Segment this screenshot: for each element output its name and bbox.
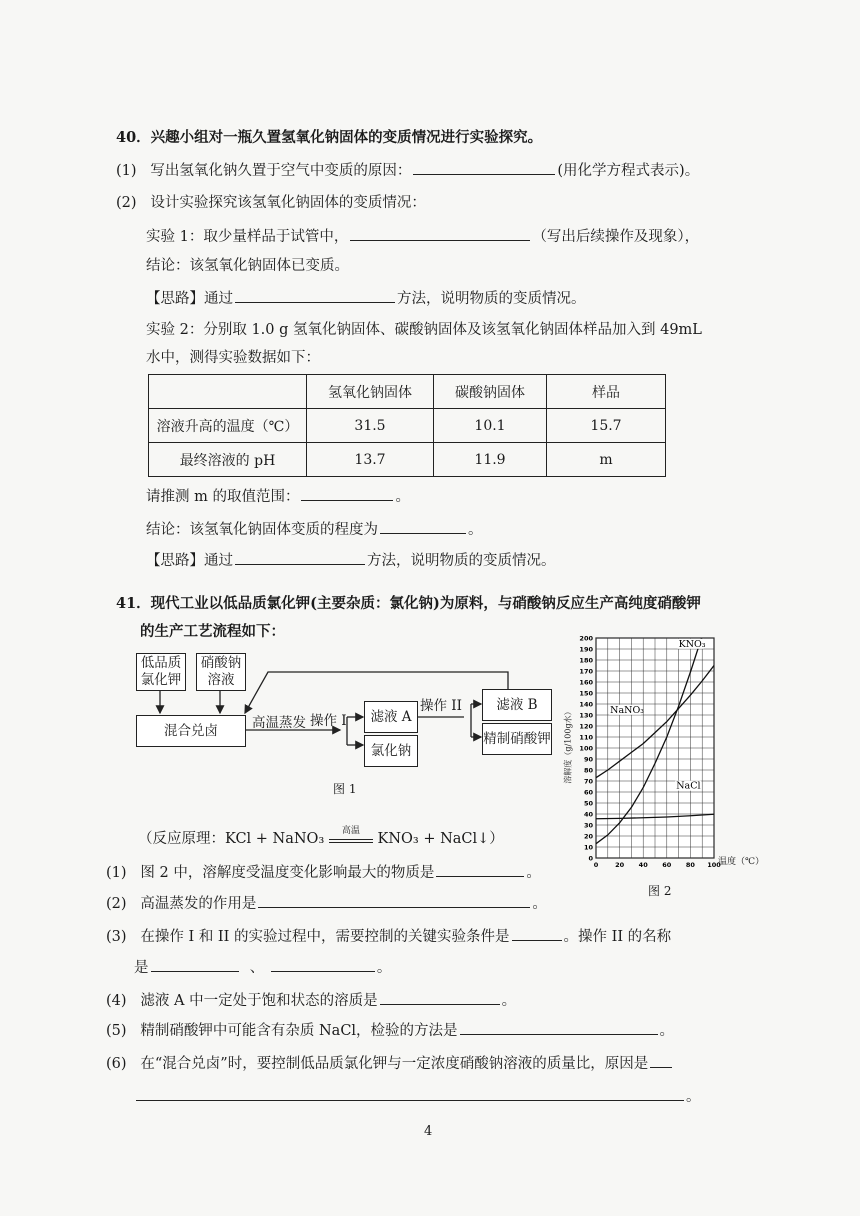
page-number: 4 [424,1124,433,1139]
chart-ytick-label: 90 [583,755,593,764]
q41-item-2-blank[interactable] [258,893,530,908]
q40-exp1-text: 实验 1：取少量样品于试管中， [146,229,349,245]
chart-ytick-label: 170 [579,667,593,676]
flow-nacl-box: 氯化钠 [364,735,418,767]
q41-item-2-suffix: 。 [532,896,547,912]
q41-item-5-num: (5) [106,1023,127,1039]
reaction-arrow [329,826,373,843]
flow-caption: 图 1 [333,782,357,796]
table-cell: 最终溶液的 pH [149,443,307,477]
chart-ytick-label: 190 [579,645,593,654]
chart-xlabel: 温度（℃） [718,857,765,867]
q41-heading-line1: 41．现代工业以低品质氯化钾(主要杂质：氯化钠)为原料，与硝酸钠反应生产高纯度硝酸钾 [116,595,701,612]
chart-series-label: NaNO₃ [610,704,645,716]
solubility-chart-svg [560,630,740,870]
table-cell: 10.1 [434,409,547,443]
chart-ytick-label: 120 [579,722,593,731]
chart-xtick-label: 20 [615,861,625,869]
flow-raw1-box: 低品质氯化钾 [136,653,186,691]
q41-item-4 [106,990,516,1011]
chart-ytick-label: 130 [579,711,593,720]
q40-guess-suffix: 。 [395,489,410,505]
q41-item-6-line2 [134,1086,701,1107]
q41-item-3-line2-prefix: 是 [134,960,149,976]
q41-item-5-suffix: 。 [659,1023,675,1039]
q40-part2-text: 设计实验探究该氢氧化钠固体的变质情况： [150,195,426,211]
chart-ytick-label: 60 [583,788,593,797]
chart-ytick-label: 70 [583,777,593,786]
q41-item-3-blank[interactable] [512,926,562,941]
chart-xtick-label: 80 [685,861,695,869]
q41-item-3-line2 [134,957,391,978]
table-cell: 溶液升高的温度（℃） [149,409,307,443]
flow-product-box: 精制硝酸钾 [482,723,552,755]
q40-conclusion2-suffix: 。 [468,522,483,538]
table-cell: 31.5 [307,409,434,443]
q40-part2-num: (2) [116,195,137,211]
q41-item-5-blank[interactable] [460,1020,658,1035]
q41-item-6-end: 。 [686,1089,701,1105]
q41-item-5-text: 精制硝酸钾中可能含有杂质 NaCl，检验的方法是 [140,1023,458,1039]
q40-part1-num: (1) [116,163,137,179]
chart-ytick-label: 100 [579,744,593,753]
chart-ytick-label: 150 [579,689,593,698]
chart-series-label: NaCl [676,780,701,792]
chart-caption: 图 2 [648,884,672,898]
q41-item-6-text: 在“混合兑卤”时，要控制低品质氯化钾与一定浓度硝酸钠溶液的质量比，原因是 [140,1056,649,1072]
q40-part1-suffix: (用化学方程式表示)。 [557,163,700,179]
chart-ylabel: 溶解度（g/100g水） [563,707,573,784]
chart-ytick-label: 200 [579,634,593,643]
flow-op2-label: 操作 II [420,698,462,714]
q40-idea2-suffix: 方法，说明物质的变质情况。 [367,553,556,569]
q41-item-6-num: (6) [106,1056,127,1072]
chart-xtick-label: 0 [593,861,599,869]
chart-xtick-label: 100 [707,861,721,869]
q41-item-1-suffix: 。 [526,865,541,881]
chart-ytick-label: 20 [583,832,593,841]
table-cell: 15.7 [547,409,666,443]
chart-ytick-label: 10 [583,843,593,852]
solubility-chart [560,630,765,870]
q41-item-3-text: 在操作 I 和 II 的实验过程中，需要控制的关键实验条件是 [140,929,510,945]
chart-xtick-label: 60 [662,861,672,869]
q41-item-6-blank-2[interactable] [136,1086,684,1101]
flow-evap-label: 高温蒸发 [252,715,306,731]
chart-ytick-label: 50 [583,799,593,808]
chart-xtick-label: 40 [638,861,648,869]
table-cell: m [547,443,666,477]
chart-ytick-label: 40 [583,810,593,819]
q41-item-5 [106,1020,674,1041]
q41-item-3-sep: 、 [249,960,265,976]
flow-mix-box: 混合兑卤 [136,715,246,747]
table-cell: 13.7 [307,443,434,477]
q41-reaction [138,826,504,849]
table-header-cell: 样品 [547,375,666,409]
q41-item-3-num: (3) [106,929,127,945]
q41-item-3-blank-3[interactable] [271,957,375,972]
q40-exp2-line2: 水中，测得实验数据如下： [146,350,320,366]
flow-op1-label: 操作 I [310,713,347,729]
chart-ytick-label: 110 [579,733,593,742]
table-header-cell: 碳酸钠固体 [434,375,547,409]
reaction-condition: 高温 [341,826,360,836]
q40-conclusion2-prefix: 结论：该氢氧化钠固体变质的程度为 [146,522,378,538]
q40-idea2-prefix: 【思路】通过 [146,553,233,569]
q41-item-6 [106,1053,674,1074]
q41-item-1-num: (1) [106,865,127,881]
q41-item-2-num: (2) [106,896,127,912]
q41-item-4-text: 滤液 A 中一定处于饱和状态的溶质是 [140,993,378,1009]
chart-ytick-label: 80 [583,766,593,775]
q40-idea1-suffix: 方法，说明物质的变质情况。 [397,291,586,307]
q40-guess-prefix: 请推测 m 的取值范围： [146,489,300,505]
flow-raw2-box: 硝酸钠溶液 [196,653,246,691]
table-header-cell: 氢氧化钠固体 [307,375,434,409]
q41-item-4-blank[interactable] [380,990,500,1005]
q41-item-3-end: 。 [376,960,392,976]
flow-filtrate-a-box: 滤液 A [364,701,418,733]
q41-item-2 [106,893,547,914]
q41-item-4-suffix: 。 [501,993,517,1009]
q41-item-1 [106,862,541,883]
q41-item-1-text: 图 2 中，溶解度受温度变化影响最大的物质是 [140,865,435,881]
q40-exp1-suffix: （写出后续操作及现象）， [532,229,700,245]
flow-filtrate-b-box: 滤液 B [482,689,552,721]
chart-ytick-label: 0 [588,854,593,863]
q41-item-3-suffix: 。操作 II 的名称 [563,929,672,945]
chart-ytick-label: 140 [579,700,593,709]
q40-heading: 40．兴趣小组对一瓶久置氢氧化钠固体的变质情况进行实验探究。 [116,129,543,146]
q41-item-3-blank-2[interactable] [151,957,239,972]
q41-item-2-text: 高温蒸发的作用是 [140,896,257,912]
reaction-suffix: KNO₃ + NaCl↓） [377,831,504,847]
chart-ytick-label: 160 [579,678,593,687]
chart-ytick-label: 180 [579,656,593,665]
q40-part1-text: 写出氢氧化钠久置于空气中变质的原因： [150,163,412,179]
q41-item-4-num: (4) [106,993,127,1009]
q41-item-6-blank[interactable] [650,1053,672,1068]
table-cell: 11.9 [434,443,547,477]
q41-item-1-blank[interactable] [436,862,524,877]
q40-conclusion1: 结论：该氢氧化钠固体已变质。 [146,258,349,274]
q40-exp2-line1: 实验 2：分别取 1.0 g 氢氧化钠固体、碳酸钠固体及该氢氧化钠固体样品加入到 49mL [146,322,702,338]
q41-item-3 [106,926,671,947]
reaction-prefix: （反应原理：KCl + NaNO₃ [138,831,325,847]
q41-heading-line2: 的生产工艺流程如下： [140,623,285,640]
q40-idea1-prefix: 【思路】通过 [146,291,233,307]
chart-ytick-label: 30 [583,821,593,830]
chart-series-label: KNO₃ [678,638,706,650]
